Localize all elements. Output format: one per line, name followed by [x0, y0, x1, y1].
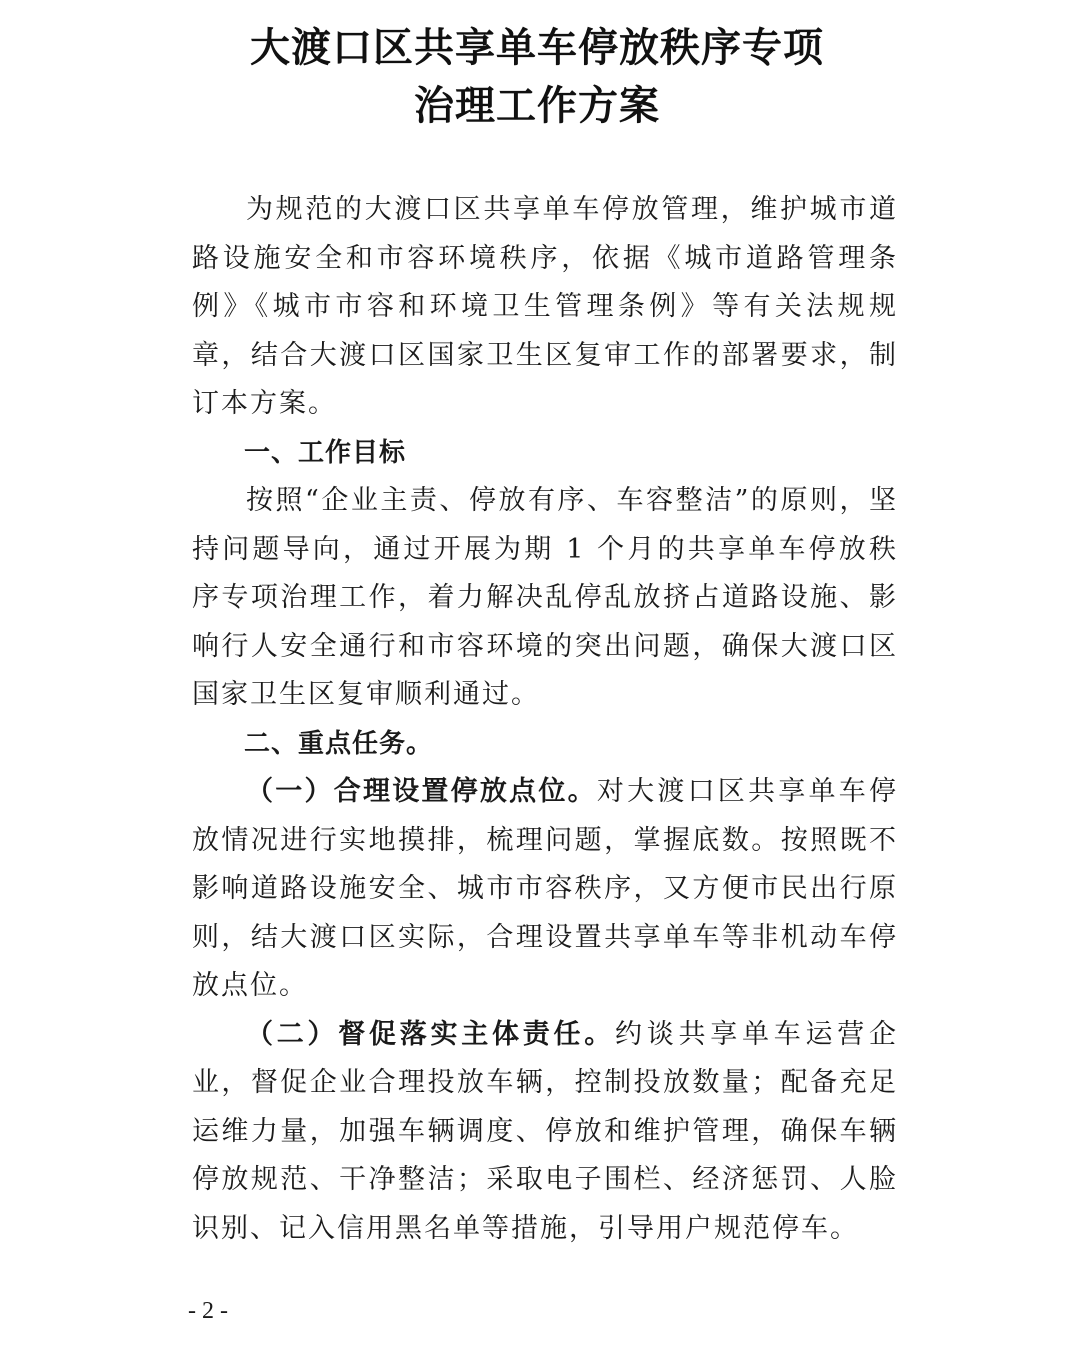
document-title-line2: 治理工作方案	[414, 83, 660, 129]
page-number: - 2 -	[188, 1298, 228, 1324]
document-body	[192, 186, 898, 1253]
goals-paragraph: 按照“企业主责、停放有序、车容整洁”的原则，坚持问题导向，通过开展为期 1 个月的共享单车停放秩序专项治理工作，着力解决乱停乱放挤占道路设施、影响行人安全通行和市容环境的突出问题，确保大渡口区国家卫生区复审顺利通过。	[192, 485, 898, 710]
task2-paragraph	[192, 1011, 898, 1254]
task1-body: 对大渡口区共享单车停放情况进行实地摸排，梳理问题，掌握底数。按照既不影响道路设施安全、城市市容秩序，又方便市民出行原则，结大渡口区实际，合理设置共享单车等非机动车停放点位。	[192, 776, 899, 1001]
section-heading-goals: 一、工作目标	[244, 437, 407, 468]
document-title-line1: 大渡口区共享单车停放秩序专项	[250, 25, 824, 71]
task2-body: 约谈共享单车运营企业，督促企业合理投放车辆，控制投放数量；配备充足运维力量，加强车辆调度、停放和维护管理，确保车辆停放规范、干净整洁；采取电子围栏、经济惩罚、人脸识别、记入信用黑名单等措施，引导用户规范停车。	[192, 1018, 898, 1244]
task1-lead: （一）合理设置停放点位。	[246, 776, 597, 807]
task1-paragraph	[192, 768, 898, 1011]
section-heading-tasks: 二、重点任务。	[244, 728, 434, 759]
task2-lead: （二）督促落实主体责任。	[246, 1018, 615, 1050]
intro-paragraph: 为规范的大渡口区共享单车停放管理，维护城市道路设施安全和市容环境秩序，依据《城市道路管理条例》《城市市容和环境卫生管理条例》等有关法规规章，结合大渡口区国家卫生区复审工作的部署要求，制订本方案。	[192, 194, 898, 419]
